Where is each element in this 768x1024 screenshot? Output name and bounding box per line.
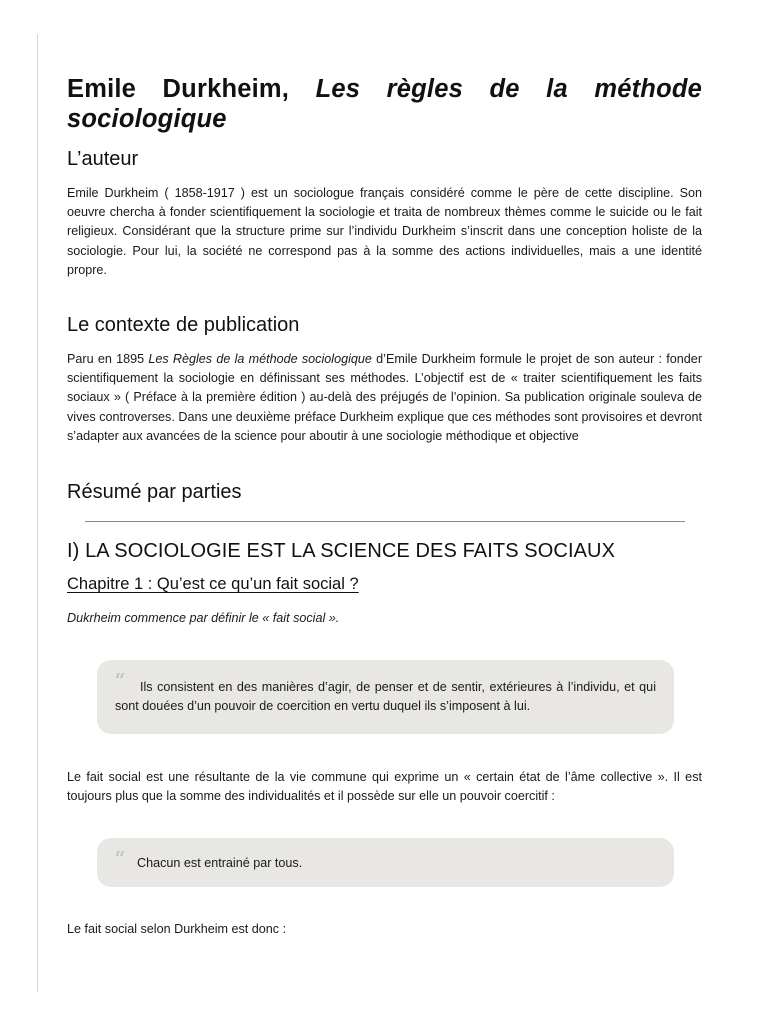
- blockquote-chacun: [97, 838, 674, 887]
- section-heading-resume: Résumé par parties: [67, 481, 242, 504]
- section-divider: [85, 521, 685, 522]
- title-author: Emile Durkheim,: [67, 75, 316, 103]
- document-title: [67, 74, 702, 134]
- part-heading: I) LA SOCIOLOGIE EST LA SCIENCE DES FAITS SOCIAUX: [67, 540, 616, 563]
- contexte-book-title: Les Règles de la méthode sociologique: [148, 352, 372, 367]
- chapter-intro: [67, 609, 702, 628]
- auteur-paragraph: Emile Durkheim ( 1858-1917 ) est un sociologue français considéré comme le père de cette discipline. Son oeuvre chercha à fonder scientifiquement la sociologie et traita de nombreux thèmes comme le suicide ou le fait religieux. Considérant que la structure prime sur l’individu Durkheim s’inscrit dans une conception holiste de la sociologie. Pour lui, la société ne correspond pas à la somme des actions individuelles, mais a une identité propre.: [67, 186, 702, 277]
- fait-social-paragraph: Le fait social est une résultante de la vie commune qui exprime un « certain état de l’âme collective ». Il est toujours plus que la somme des individualités et il possède sur elle un pouvoir coercitif :: [67, 769, 702, 803]
- chapter-heading: Chapitre 1 : Qu’est ce qu’un fait social ?: [67, 575, 359, 594]
- document-page: [67, 74, 702, 939]
- contexte-text-after: d’Emile Durkheim formule le projet de son auteur : fonder scientifiquement la sociologie en définissant ses méthodes. L’objectif est de « traiter scientifiquement les faits sociaux » ( Préface à la première édition ) au-delà des préjugés de l’opinion. Sa publication originale souleva de vives controverses. Dans une deuxième préface Durkheim explique que ces méthodes sont provisoires et devront s’adapter aux avancées de la science pour aboutir à une sociologie méthodique et objective: [67, 352, 703, 443]
- title-work: Les règles de la méthode sociologique: [67, 75, 702, 133]
- blockquote-definition: [97, 660, 674, 733]
- quote-chacun-text: Chacun est entrainé par tous.: [137, 856, 303, 871]
- contexte-text-before: Paru en 1895: [67, 352, 149, 367]
- section-heading-auteur: L’auteur: [67, 148, 139, 170]
- quote-definition-text: Ils consistent en des manières d’agir, de penser et de sentir, extérieures à l’individu, et qui sont douées d’un pouvoir de coercition en vertu duquel ils s’imposent à lui.: [115, 680, 656, 714]
- closing-line: Le fait social selon Durkheim est donc :: [67, 922, 287, 937]
- chapter-intro-text: Dukrheim commence par définir le « fait social ».: [67, 611, 340, 626]
- quote-icon: “: [114, 848, 126, 874]
- contexte-paragraph: [67, 350, 702, 446]
- page-margin-rule: [37, 34, 38, 992]
- quote-icon: “: [114, 670, 126, 696]
- section-heading-contexte: Le contexte de publication: [67, 314, 300, 337]
